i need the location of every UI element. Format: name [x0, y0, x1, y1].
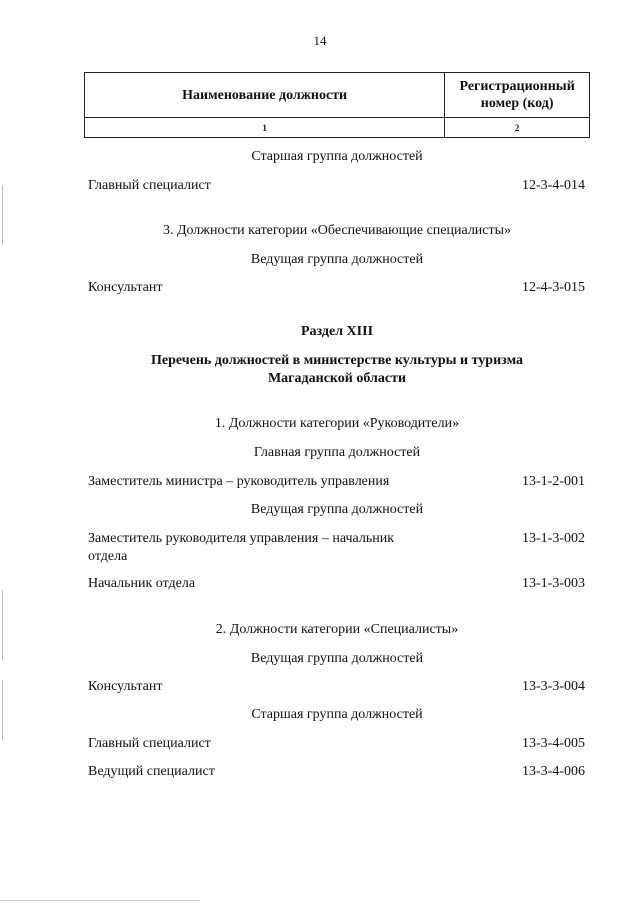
group-heading-senior: Старшая группа должностей	[251, 707, 423, 722]
position-title: Консультант	[88, 679, 163, 694]
position-code: 13-1-3-002	[522, 531, 585, 546]
scan-margin-mark	[2, 680, 3, 740]
group-heading-leading: Ведущая группа должностей	[250, 651, 424, 666]
positions-table-header	[84, 72, 590, 138]
position-code: 13-3-3-004	[522, 679, 585, 694]
group-heading-main: Главная группа должностей	[253, 445, 421, 460]
position-code: 13-3-4-005	[522, 736, 585, 751]
scan-margin-mark	[2, 590, 3, 660]
column-index-2: 2	[445, 118, 590, 138]
position-code: 12-4-3-015	[522, 280, 585, 295]
section-subtitle-line2: Магаданской области	[267, 371, 407, 386]
group-heading-senior: Старшая группа должностей	[251, 149, 423, 164]
position-code: 12-3-4-014	[522, 178, 585, 193]
position-title: Начальник отдела	[88, 576, 196, 591]
category-heading-support-specialists: 3. Должности категории «Обеспечивающие специалисты»	[162, 223, 512, 238]
position-code: 13-1-2-001	[522, 474, 585, 489]
position-title: Главный специалист	[88, 736, 211, 751]
position-title: Консультант	[88, 280, 163, 295]
column-header-position-name: Наименование должности	[85, 73, 445, 118]
category-heading-specialists: 2. Должности категории «Специалисты»	[215, 622, 459, 637]
position-title-line2: отдела	[88, 549, 128, 564]
section-title: Раздел XIII	[300, 324, 374, 339]
scan-bottom-edge	[0, 900, 200, 901]
column-header-reg-number-line1: Регистрационный	[459, 79, 575, 94]
column-header-reg-number-line2: номер (код)	[480, 96, 554, 111]
group-heading-leading: Ведущая группа должностей	[250, 502, 424, 517]
category-heading-managers: 1. Должности категории «Руководители»	[214, 416, 460, 431]
position-title: Заместитель министра – руководитель управления	[88, 474, 390, 489]
group-heading-leading: Ведущая группа должностей	[250, 252, 424, 267]
column-index-1: 1	[85, 118, 445, 138]
position-title-line1: Заместитель руководителя управления – начальник	[88, 531, 395, 546]
position-code: 13-3-4-006	[522, 764, 585, 779]
page-number: 14	[313, 33, 327, 48]
section-subtitle-line1: Перечень должностей в министерстве культуры и туризма	[150, 353, 524, 368]
column-header-reg-number	[445, 73, 590, 118]
position-title: Ведущий специалист	[88, 764, 215, 779]
scan-margin-mark	[2, 185, 3, 245]
position-code: 13-1-3-003	[522, 576, 585, 591]
position-title: Главный специалист	[88, 178, 211, 193]
